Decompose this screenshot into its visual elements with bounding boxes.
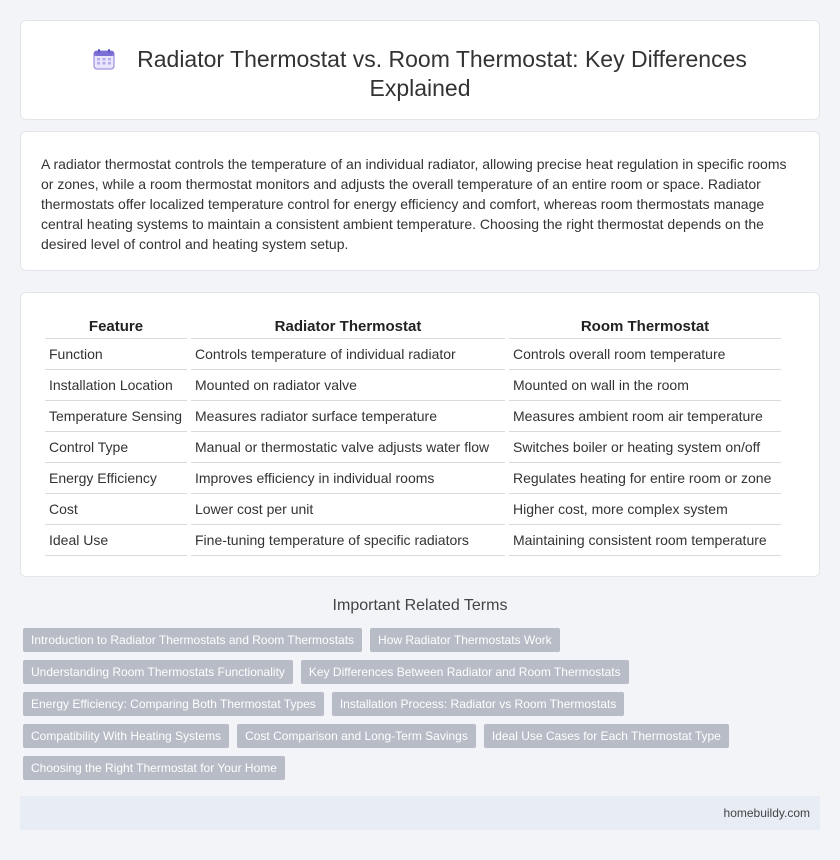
- cell-room: Maintaining consistent room temperature: [509, 525, 781, 556]
- intro-card: [20, 131, 820, 271]
- cell-feature: Installation Location: [45, 370, 187, 401]
- related-term-tag[interactable]: Introduction to Radiator Thermostats and Room Thermostats: [23, 628, 362, 652]
- cell-room: Controls overall room temperature: [509, 339, 781, 370]
- cell-radiator: Lower cost per unit: [191, 494, 505, 525]
- table-row: [45, 525, 781, 556]
- header-room-thermostat: Room Thermostat: [509, 315, 781, 339]
- related-term-tag[interactable]: Ideal Use Cases for Each Thermostat Type: [484, 724, 729, 748]
- related-terms-row: [23, 756, 823, 780]
- calendar-icon: [93, 48, 115, 70]
- table-row: [45, 339, 781, 370]
- related-terms-list: [23, 628, 823, 788]
- intro-paragraph: A radiator thermostat controls the temperature of an individual radiator, allowing precise heat regulation in specific rooms or zones, while a room thermostat monitors and adjusts the overall temperature of an entire room or space. Radiator thermostats offer localized temperature control for energy efficiency and comfort, whereas room thermostats manage central heating systems to maintain a consistent ambient temperature. Choosing the right thermostat depends on the desired level of control and heating system setup.: [41, 156, 787, 252]
- table-row: [45, 401, 781, 432]
- cell-feature: Ideal Use: [45, 525, 187, 556]
- comparison-table-card: [20, 292, 820, 577]
- related-term-tag[interactable]: Understanding Room Thermostats Functionality: [23, 660, 293, 684]
- footer-site-link[interactable]: homebuildy.com: [723, 806, 810, 820]
- related-terms-row: [23, 724, 823, 748]
- cell-room: Measures ambient room air temperature: [509, 401, 781, 432]
- cell-radiator: Fine-tuning temperature of specific radiators: [191, 525, 505, 556]
- related-term-tag[interactable]: Cost Comparison and Long-Term Savings: [237, 724, 476, 748]
- cell-room: Switches boiler or heating system on/off: [509, 432, 781, 463]
- cell-radiator: Controls temperature of individual radiator: [191, 339, 505, 370]
- cell-radiator: Mounted on radiator valve: [191, 370, 505, 401]
- table-header-row: [45, 315, 781, 339]
- title-card: [20, 20, 820, 120]
- related-term-tag[interactable]: Choosing the Right Thermostat for Your Home: [23, 756, 285, 780]
- title-line-1: Radiator Thermostat vs. Room Thermostat: Key Differences: [137, 46, 747, 72]
- table-row: [45, 370, 781, 401]
- cell-room: Mounted on wall in the room: [509, 370, 781, 401]
- title-line-2: Explained: [369, 75, 471, 101]
- page-title: [21, 45, 819, 103]
- related-terms-row: [23, 692, 823, 716]
- comparison-table: [41, 315, 785, 556]
- related-term-tag[interactable]: Energy Efficiency: Comparing Both Thermostat Types: [23, 692, 324, 716]
- related-term-tag[interactable]: How Radiator Thermostats Work: [370, 628, 560, 652]
- header-radiator-thermostat: Radiator Thermostat: [191, 315, 505, 339]
- related-terms-row: [23, 628, 823, 652]
- related-term-tag[interactable]: Compatibility With Heating Systems: [23, 724, 229, 748]
- table-row: [45, 494, 781, 525]
- related-terms-heading: Important Related Terms: [332, 597, 508, 614]
- cell-room: Higher cost, more complex system: [509, 494, 781, 525]
- cell-feature: Control Type: [45, 432, 187, 463]
- table-row: [45, 432, 781, 463]
- cell-radiator: Improves efficiency in individual rooms: [191, 463, 505, 494]
- cell-room: Regulates heating for entire room or zone: [509, 463, 781, 494]
- related-term-tag[interactable]: Installation Process: Radiator vs Room Thermostats: [332, 692, 625, 716]
- cell-radiator: Measures radiator surface temperature: [191, 401, 505, 432]
- cell-feature: Cost: [45, 494, 187, 525]
- cell-radiator: Manual or thermostatic valve adjusts water flow: [191, 432, 505, 463]
- cell-feature: Function: [45, 339, 187, 370]
- header-feature: Feature: [45, 315, 187, 339]
- related-terms-row: [23, 660, 823, 684]
- cell-feature: Temperature Sensing: [45, 401, 187, 432]
- footer: [20, 796, 820, 830]
- related-term-tag[interactable]: Key Differences Between Radiator and Room Thermostats: [301, 660, 629, 684]
- cell-feature: Energy Efficiency: [45, 463, 187, 494]
- table-row: [45, 463, 781, 494]
